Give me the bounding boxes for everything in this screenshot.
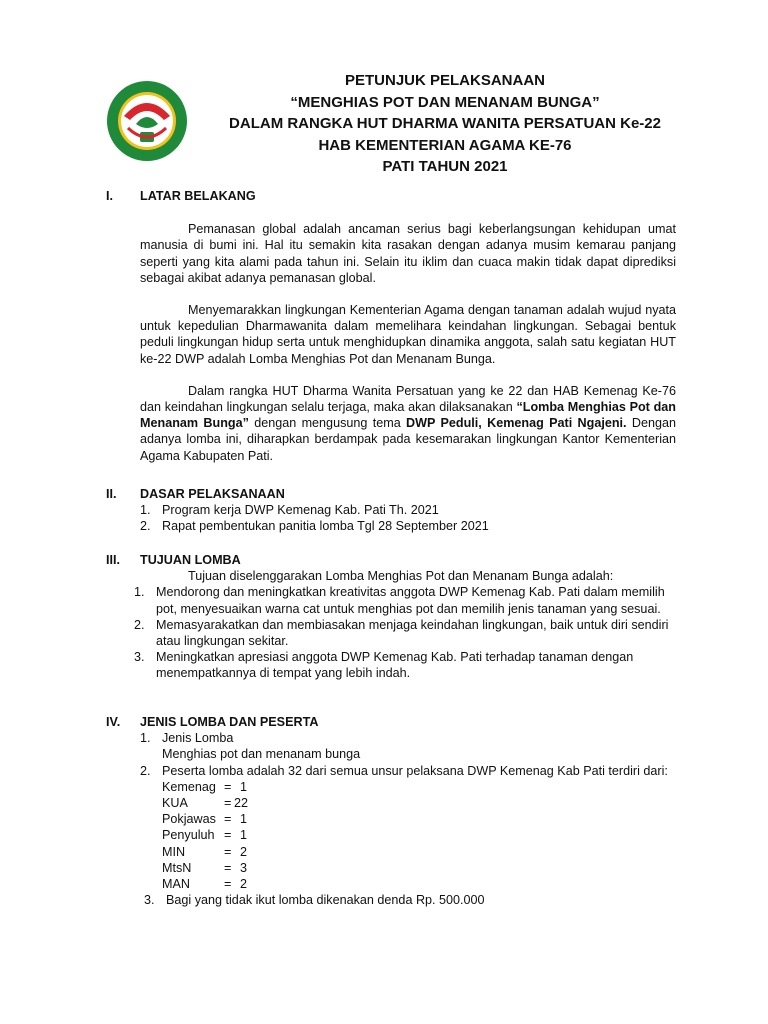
participant-label: Pokjawas [162,812,216,827]
section-tujuan-lomba [106,552,676,682]
list-text: Peserta lomba adalah 32 dari semua unsur pelaksana DWP Kemenag Kab Pati terdiri dari: [162,763,668,778]
section-latar-belakang [106,188,676,464]
participant-row [162,811,676,827]
participant-label: Penyuluh [162,828,215,843]
participant-label: MAN [162,877,190,892]
list-item [140,730,676,762]
participant-value: 2 [240,844,248,859]
list-subtext: Menghias pot dan menanam bunga [162,747,361,762]
list-number: 2. [140,763,151,778]
list-item [134,584,676,616]
list-number: 1. [140,503,151,518]
participant-row [162,795,676,811]
section-heading [106,486,676,502]
section-jenis-lomba [106,714,676,908]
participant-table [162,779,676,892]
list-number: 3. [134,650,145,665]
section-title: TUJUAN LOMBA [140,553,241,567]
participant-eq: = [224,877,232,892]
section-number: IV. [106,715,121,729]
header-line-2: “MENGHIAS POT DAN MENANAM BUNGA” [290,93,600,111]
participant-eq: = [224,812,232,827]
list-text: Program kerja DWP Kemenag Kab. Pati Th. 2021 [162,503,439,518]
list-item [140,763,676,893]
participant-value: 1 [240,779,248,794]
paragraph-bold: DWP Peduli, Kemenag Pati Ngajeni. [406,416,627,431]
list-text: Rapat pembentukan panitia lomba Tgl 28 September 2021 [162,519,489,534]
participant-value: 2 [240,877,248,892]
section-number: III. [106,553,120,567]
list [134,584,676,681]
list-number: 3. [144,893,155,908]
list-number: 1. [134,585,145,600]
paragraph-text: dengan mengusung tema [248,416,407,431]
intro-text: Tujuan diselenggarakan Lomba Menghias Pot dan Menanam Bunga adalah: [188,569,614,584]
list-text: Bagi yang tidak ikut lomba dikenakan denda Rp. 500.000 [166,893,485,908]
participant-row [162,827,676,843]
participant-label: MtsN [162,860,192,875]
list-text: Mendorong dan meningkatkan kreativitas anggota DWP Kemenag Kab. Pati dalam memilih pot, menyesuaikan warna cat untuk menghias pot dan memilih jenis tanaman yang sesuai. [156,585,665,616]
section-dasar-pelaksanaan [106,486,676,535]
participant-row [162,844,676,860]
participant-row [162,779,676,795]
list-number: 2. [140,519,151,534]
participant-eq: = [224,828,232,843]
participant-row [162,876,676,892]
participant-label: Kemenag [162,779,216,794]
participant-label: MIN [162,844,186,859]
participant-value: 22 [234,796,249,811]
paragraph-text: Dengan adanya lomba ini, diharapkan berdampak pada kesemarakan lingkungan Kantor Kementerian Agama Kabupaten Pati. [140,416,676,463]
header-line-4: HAB KEMENTERIAN AGAMA KE-76 [318,136,572,154]
list-item [140,518,676,534]
participant-value: 1 [240,812,248,827]
list-text: Memasyarakatkan dan membiasakan menjaga keindahan lingkungan, baik untuk diri sendiri atau lingkungan sekitar. [156,617,669,649]
list [140,502,676,534]
participant-eq: = [224,779,232,794]
list-item [134,649,676,681]
header-line-1: PETUNJUK PELAKSANAAN [344,72,546,89]
list-number: 2. [134,617,145,632]
participant-row [162,860,676,876]
section-title: DASAR PELAKSANAAN [140,487,285,501]
section-number: II. [106,487,117,501]
paragraph-text: Dalam rangka HUT Dharma Wanita Persatuan yang ke 22 dan HAB Kemenag Ke-76 dan keindahan lingkungan selalu terjaga, maka akan dilaksanakan [140,383,676,415]
list-item [140,502,676,518]
list-item [144,892,676,908]
list-text: Jenis Lomba [162,731,234,746]
section-heading [106,714,676,730]
participant-value: 1 [240,828,248,843]
list-number: 1. [140,731,151,746]
list-text: Meningkatkan apresiasi anggota DWP Kemenag Kab. Pati terhadap tanaman dengan menempatkannya di tempat yang lebih indah. [156,650,634,681]
dwp-logo [106,80,188,162]
section-title: LATAR BELAKANG [140,189,256,203]
paragraph: Pemanasan global adalah ancaman serius bagi keberlangsungan kehidupan umat manusia di bumi ini. Hal itu semakin kita rasakan dengan adanya musim kemarau panjang seperti yang kita alami pada tahun ini. Selain itu iklim dan cuaca makin tidak dapat diprediksi sebagai akibat adanya pemanasan global. [140,222,676,285]
document-header [200,70,690,178]
participant-label: KUA [162,796,188,811]
header-line-3: DALAM RANGKA HUT DHARMA WANITA PERSATUAN Ke-22 [229,115,661,133]
paragraph [140,383,676,464]
header-line-5: PATI TAHUN 2021 [382,158,508,176]
section-heading [106,188,676,204]
list-item [134,617,676,649]
paragraph-bold: “Lomba Menghias Pot dan Menanam Bunga” [140,400,676,431]
participant-eq: = [224,860,232,875]
section-heading [106,552,676,568]
list [140,730,676,908]
participant-eq: = [224,796,232,811]
section-title: JENIS LOMBA DAN PESERTA [140,715,319,729]
participant-value: 3 [240,860,248,875]
participant-eq: = [224,844,232,859]
paragraph: Menyemarakkan lingkungan Kementerian Agama dengan tanaman adalah wujud nyata untuk kepedulian Dharmawanita dalam memelihara keindahan lingkungan. Sebagai bentuk peduli lingkungan hidup serta untuk menghidupkan dinamika anggota, salah satu kegiatan HUT ke-22 DWP adalah Lomba Menghias Pot dan Menanam Bunga. [140,303,676,366]
section-number: I. [106,189,113,203]
